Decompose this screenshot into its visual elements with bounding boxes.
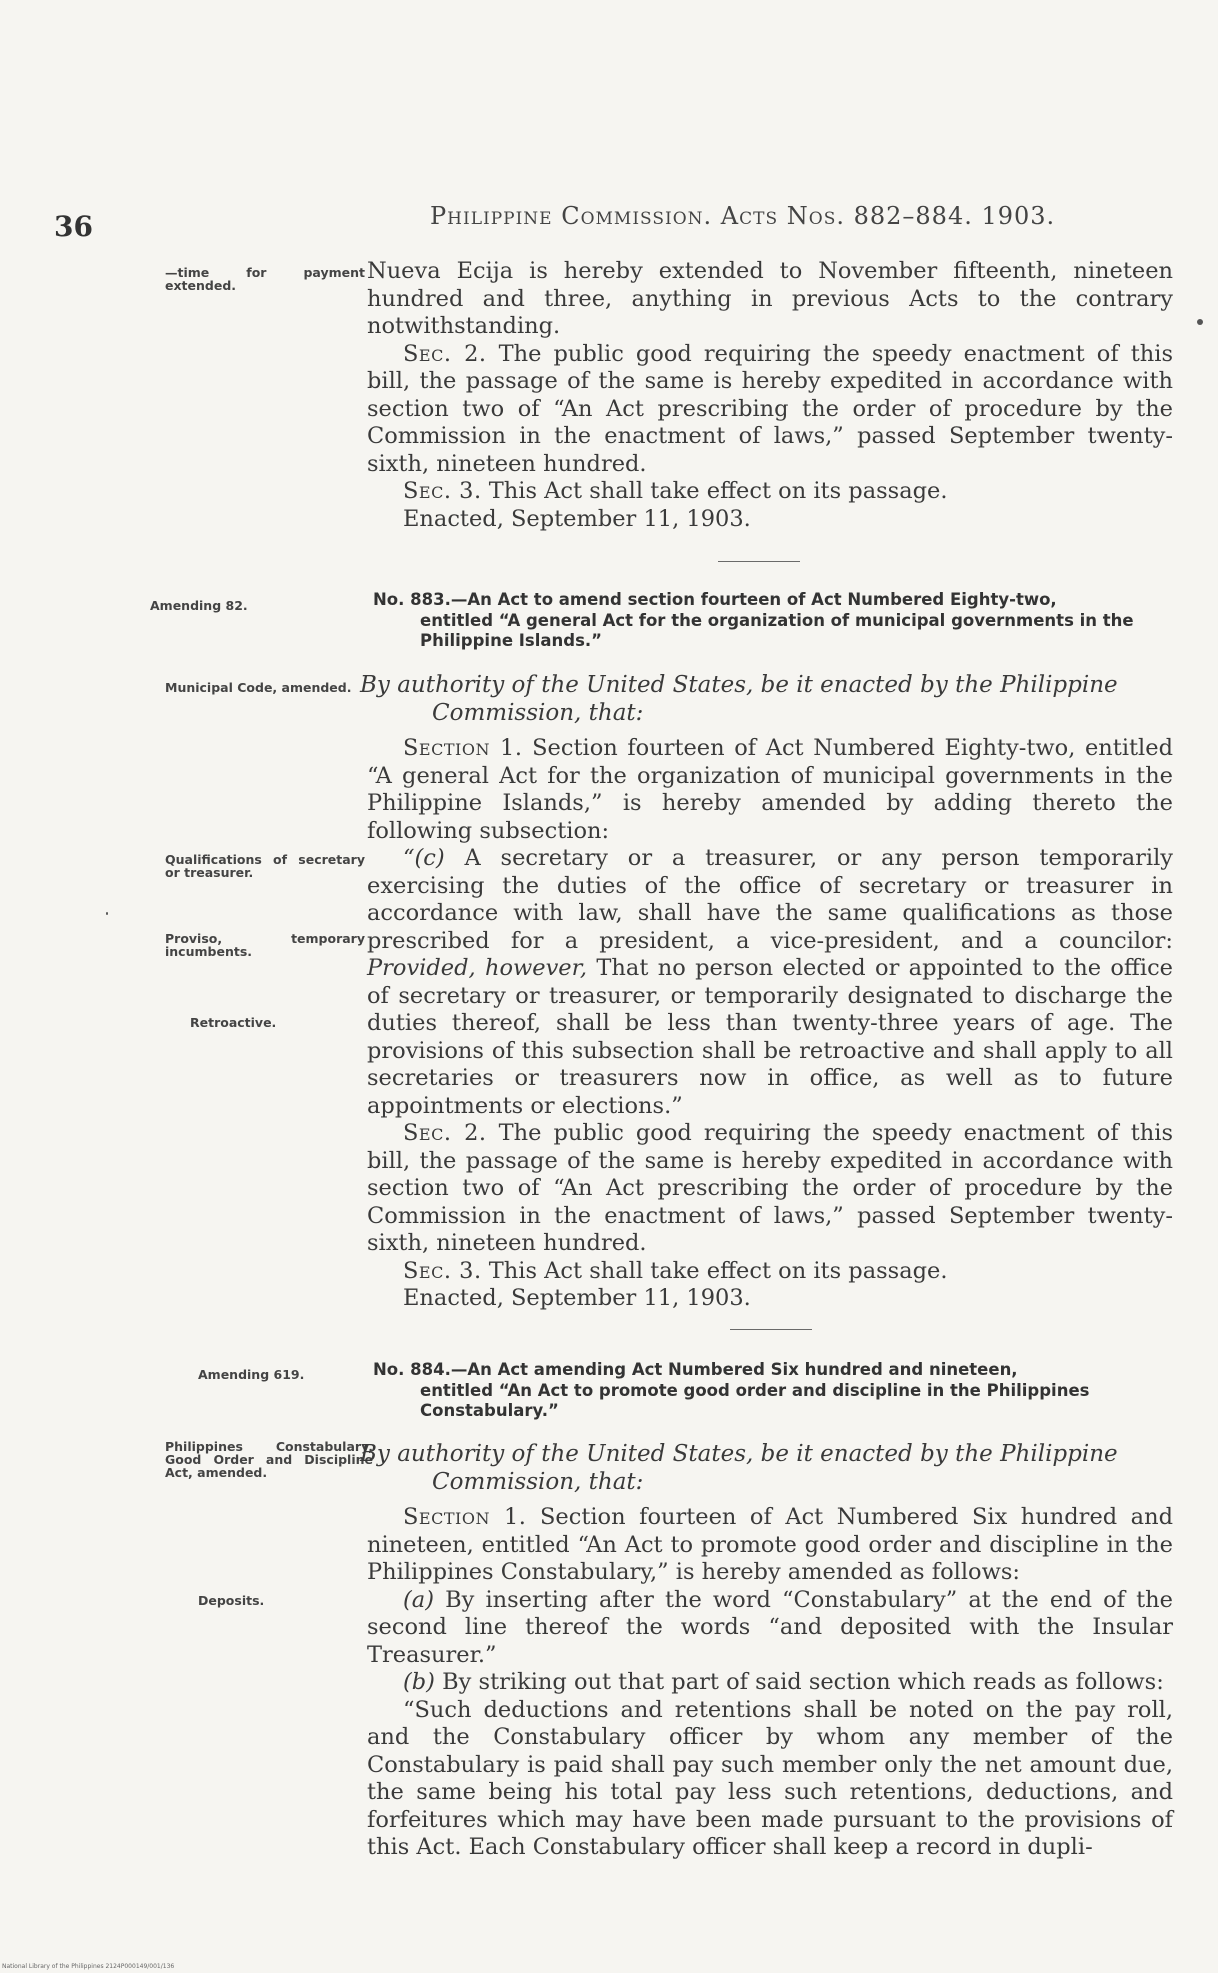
enacting-line1: By authority of the United States, be it enacted by the Philippine <box>360 672 1118 698</box>
subsection-text: A secretary or a treasurer, or any person temporarily exercising the duties of the office of secretary or treasurer in accordance with law, shall have the same qualifications as those prescribed for a president, a vice-president, and a councilor: <box>367 845 1174 954</box>
sec-label: Sec. 3. <box>403 1257 482 1284</box>
sec-text: Section fourteen of Act Numbered Six hundred and nineteen, entitled “An Act to promote good order and discipline in the Philippines Constabulary,” is hereby amended as follows: <box>367 1504 1173 1585</box>
sec-text: This Act shall take effect on its passage. <box>488 478 948 504</box>
act-883-body <box>367 735 1173 1313</box>
act-883-sec1 <box>367 735 1173 845</box>
act-883-enacted: Enacted, September 11, 1903. <box>403 1285 751 1311</box>
act-884-enacting-clause <box>360 1440 1172 1496</box>
page-number: 36 <box>54 210 93 243</box>
section-divider <box>718 561 800 562</box>
sec-label: Sec. 2. <box>403 1120 487 1146</box>
margin-note-qualifications: Qualifications of secretary or treasurer. <box>165 852 365 880</box>
enacting-line1: By authority of the United States, be it enacted by the Philippine <box>360 1441 1118 1467</box>
act-884-sec1 <box>367 1504 1173 1587</box>
act-884-clause-b <box>367 1669 1173 1697</box>
act-883-subsection-c <box>367 845 1173 1120</box>
clause-label: (b) <box>403 1669 435 1695</box>
act-884-clause-a <box>367 1587 1173 1670</box>
clause-text: By striking out that part of said section which reads as follows: <box>442 1669 1164 1695</box>
sec-text: The public good requiring the speedy enactment of this bill, the passage of the same is hereby expedited in accordance with section two of “An Act prescribing the order of procedure by the Commission in the enactment of laws,” passed September twenty-sixth, nineteen hundred. <box>367 1120 1174 1256</box>
clause-label: (a) <box>403 1586 434 1613</box>
enacting-line2: Commission, that: <box>432 700 644 726</box>
margin-note-municipal-code: Municipal Code, amended. <box>165 680 352 695</box>
margin-note-amending-619: Amending 619. <box>198 1367 305 1382</box>
enacting-line2: Commission, that: <box>432 1469 644 1495</box>
act-882-enacted: Enacted, September 11, 1903. <box>403 505 751 532</box>
act-883-sec3 <box>367 1258 1173 1286</box>
margin-note-amending-82: Amending 82. <box>150 598 248 613</box>
margin-note-retroactive: Retroactive. <box>190 1015 277 1030</box>
subsection-label: “(c) <box>403 845 445 871</box>
scan-footer-note: National Library of the Philippines 2124P000149/001/136 <box>2 1963 175 1970</box>
act-882-sec2 <box>367 341 1173 479</box>
act-883-heading-line1: No. 883.—An Act to amend section fourteen of Act Numbered Eighty-two, <box>373 590 1057 609</box>
clause-text: By inserting after the word “Constabulary” at the end of the second line thereof the words “and deposited with the Insular Treasurer.” <box>367 1586 1173 1668</box>
proviso-label: Provided, however, <box>367 955 588 981</box>
sec-label: Section 1. <box>403 735 523 761</box>
sec-label: Sec. 2. <box>403 340 487 367</box>
sec-label: Sec. 3. <box>403 478 482 504</box>
act-884-heading-line2: entitled “An Act to promote good order and discipline in the Philippines Constabulary.” <box>420 1380 1090 1420</box>
running-head: Philippine Commission. Acts Nos. 882–884. 1903. <box>430 202 1056 230</box>
act-883-heading <box>373 590 1171 652</box>
margin-note-proviso: Proviso, temporary incumbents. <box>165 931 365 959</box>
section-divider <box>730 1329 812 1330</box>
act-882-continuation: Nueva Ecija is hereby extended to November fifteenth, nineteen hundred and three, anything in previous Acts to the contrary notwithstanding. <box>367 258 1173 339</box>
act-884-quoted-passage: “Such deductions and retentions shall be noted on the pay roll, and the Constabulary officer by whom any member of the Constabulary is paid shall pay such member only the net amount due, the same being his total pay less such retentions, deductions, and forfeitures which may have been made pursuant to the provisions of this Act. Each Constabulary officer shall keep a record in dupli- <box>367 1696 1173 1860</box>
margin-note-time-extended: —time for payment extended. <box>165 265 365 293</box>
sec-label: Section 1. <box>403 1504 527 1530</box>
act-883-enacting-clause <box>360 671 1172 727</box>
margin-note-constabulary: Philippines Constabulary, Good Order and Discipline Act, amended. <box>165 1439 373 1480</box>
act-884-heading-line1: No. 884.—An Act amending Act Numbered Six hundred and nineteen, <box>373 1360 1018 1379</box>
sec-text: The public good requiring the speedy enactment of this bill, the passage of the same is hereby expedited in accordance with section two of “An Act prescribing the order of procedure by the Commission in the enactment of laws,” passed September twenty-sixth, nineteen hundred. <box>367 340 1174 477</box>
margin-note-deposits: Deposits. <box>198 1593 265 1608</box>
act-883-heading-line2: entitled “A general Act for the organization of municipal governments in the Philippine Islands.” <box>420 610 1134 650</box>
proviso-text: That no person elected or appointed to the office of secretary or treasurer, or temporarily designated to discharge the duties thereof, shall be less than twenty-three years of age. The provisions of this subsection shall be retroactive and shall apply to all secretaries or treasurers now in office, as well as to future appointments or elections.” <box>367 955 1173 1119</box>
act-884-heading <box>373 1360 1171 1422</box>
scan-speck <box>106 912 108 915</box>
sec-text: This Act shall take effect on its passage. <box>488 1257 948 1284</box>
act-883-sec2 <box>367 1120 1173 1258</box>
act-882-sec3 <box>367 478 1173 506</box>
act-884-body <box>367 1504 1173 1862</box>
sec-text: Section fourteen of Act Numbered Eighty-two, entitled “A general Act for the organization of municipal governments in the Philippine Islands,” is hereby amended by adding thereto the following subsection: <box>367 735 1173 844</box>
act-882-tail <box>367 258 1173 533</box>
scan-speck <box>1197 319 1203 325</box>
